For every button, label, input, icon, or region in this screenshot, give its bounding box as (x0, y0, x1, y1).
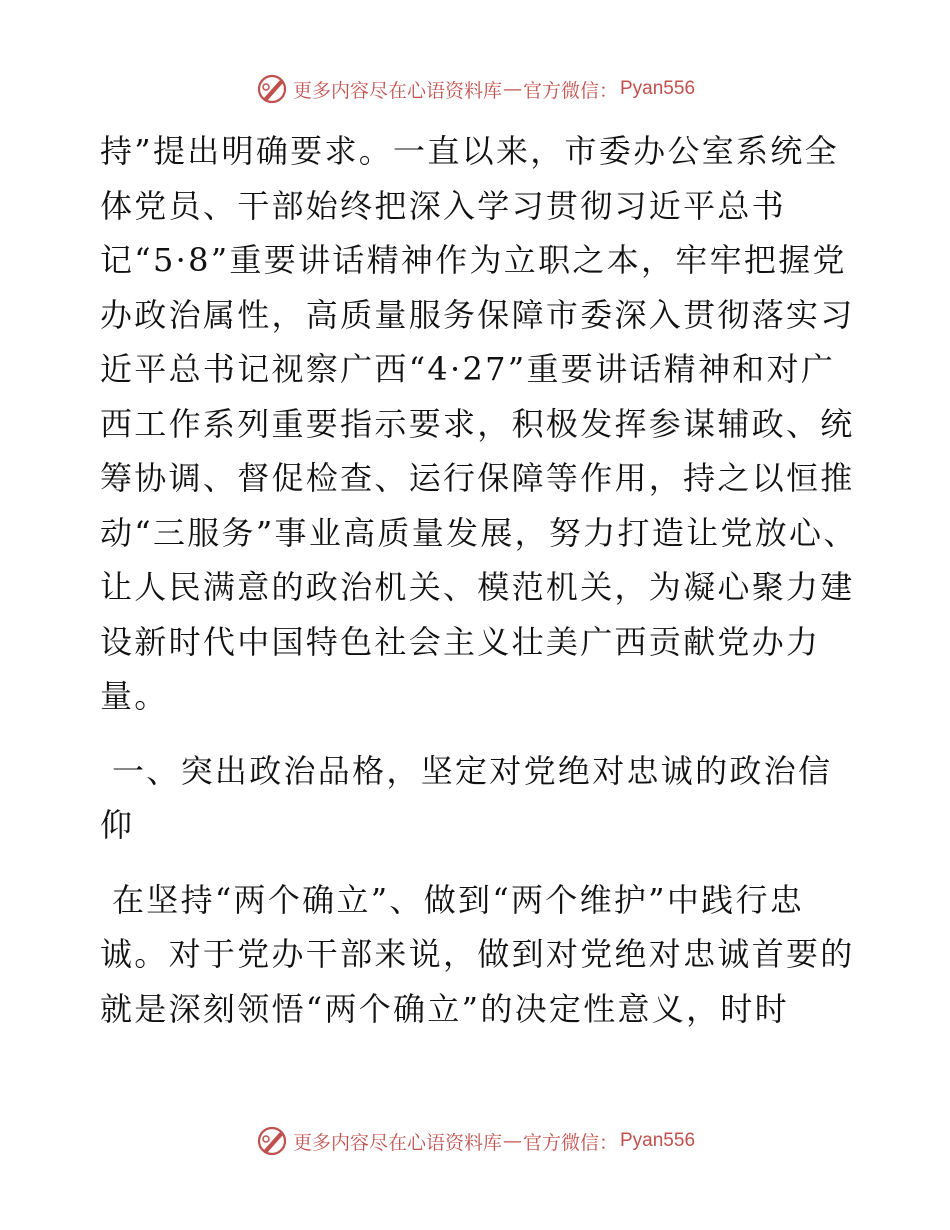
watermark-header (0, 72, 950, 106)
watermark-separator: — (502, 1130, 522, 1152)
watermark-brand: 更多内容尽在心语资料库 (292, 79, 502, 102)
watermark-official: 官方微信： (522, 1131, 618, 1154)
watermark-wechat-id: Pyan556 (620, 1130, 696, 1151)
watermark-brand: 更多内容尽在心语资料库 (292, 1131, 502, 1154)
paragraph-continuation: 持”提出明确要求。一直以来，市委办公室系统全体党员、干部始终把深入学习贯彻习近平总书记“5·8”重要讲话精神作为立职之本，牢牢把握党办政治属性，高质量服务保障市委深入贯彻落实习近平总书记视察广西“4·27”重要讲话精神和对广西工作系列重要指示要求，积极发挥参谋辅政、统筹协调、督促检查、运行保障等作用，持之以恒推动“三服务”事业高质量发展，努力打造让党放心、让人民满意的政治机关、模范机关，为凝心聚力建设新时代中国特色社会主义壮美广西贡献党办力量。 (100, 132, 858, 715)
watermark-separator: — (502, 78, 522, 100)
document-body (100, 124, 860, 1036)
pen-logo-icon (255, 1124, 289, 1158)
pen-logo-icon (255, 72, 289, 106)
watermark-wechat-id: Pyan556 (620, 78, 696, 99)
section-paragraph: 在坚持“两个确立”、做到“两个维护”中践行忠诚。对于党办干部来说，做到对党绝对忠诚首要的就是深刻领悟“两个确立”的决定性意义，时时 (100, 880, 855, 1028)
watermark-official: 官方微信： (522, 79, 618, 102)
watermark-footer (0, 1124, 950, 1158)
section-heading: 一、突出政治品格，坚定对党绝对忠诚的政治信仰 (100, 751, 833, 844)
